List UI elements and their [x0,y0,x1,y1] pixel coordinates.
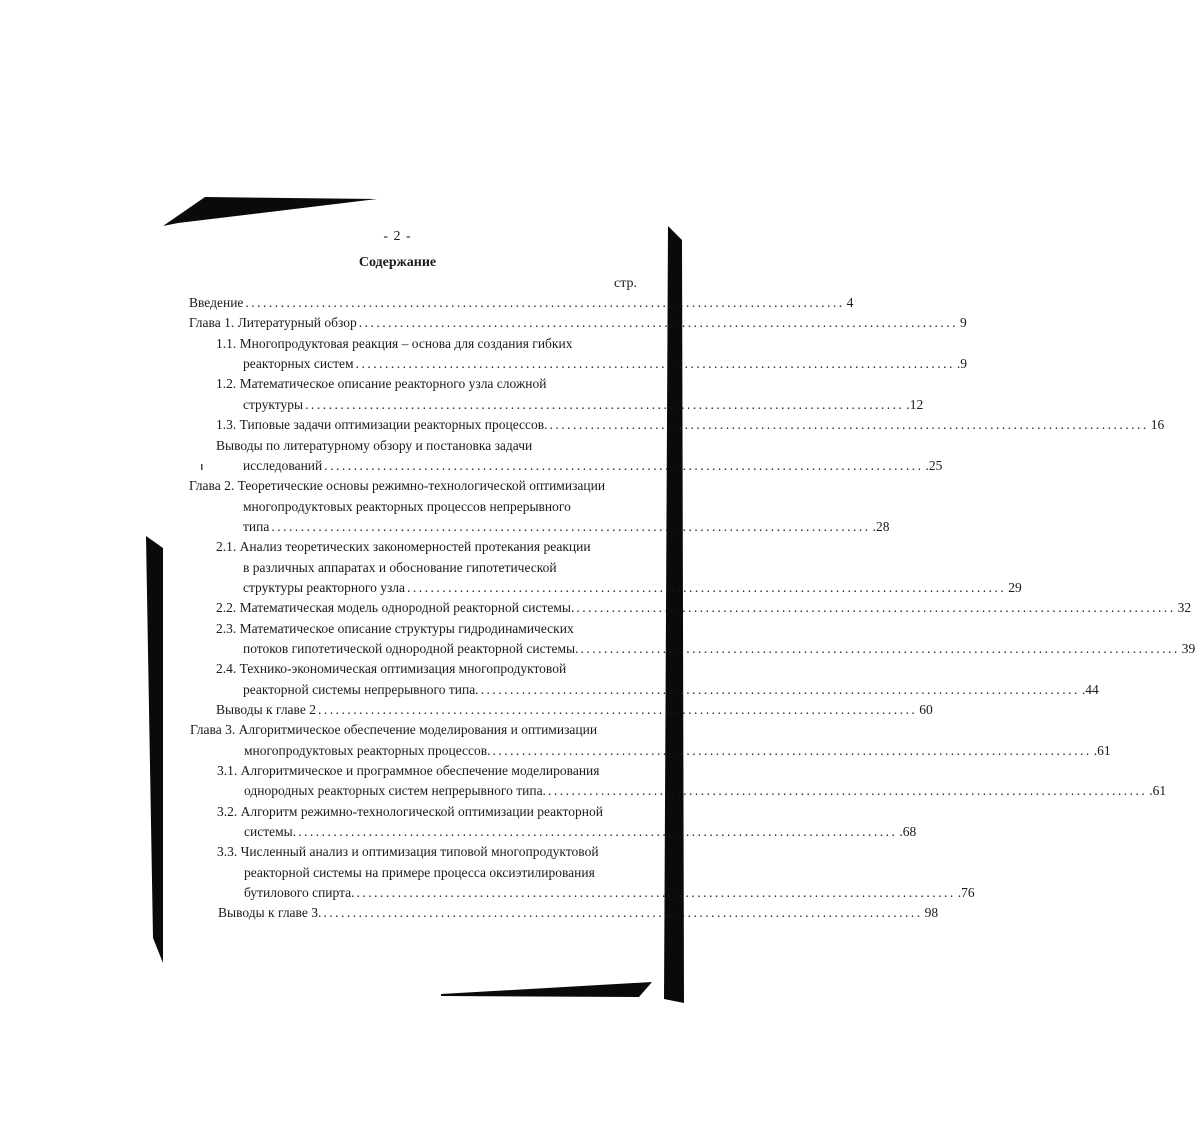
toc-entry-conclusions-3[interactable]: Выводы к главе 3. ...................................................................................................... 98 [218,905,939,920]
toc-entry-page: .12 [906,397,924,412]
toc-entry-conclusions-1-line1[interactable]: Выводы по литературному обзору и постановка задачи [216,438,533,453]
toc-entry-chapter-3[interactable]: многопродуктовых реакторных процессов. ...................................................................................................... .61 [244,743,1111,758]
toc-entry-title: реакторных систем [243,356,354,371]
toc-entry-page: .25 [925,458,943,473]
toc-entry-title: потоков гипотетической однородной реакторной системы. [243,641,579,656]
toc-entry-title: структуры [243,397,304,412]
toc-entry-title: многопродуктовых реакторных процессов. [244,743,491,758]
toc-entry-title: исследований [243,458,323,473]
toc-entry-title: системы. [244,824,297,839]
toc-entry-2-1-line1[interactable]: 2.1. Анализ теоретических закономерностей протекания реакции [216,539,591,554]
toc-entry-title: типа [243,519,270,534]
toc-entry-3-1[interactable]: однородных реакторных систем непрерывного типа. ...................................................................................................... .61 [244,783,1167,798]
toc-entry-page: .28 [872,519,890,534]
toc-heading: Содержание [358,255,437,270]
toc-entry-3-3[interactable]: бутилового спирта. ...................................................................................................... .76 [244,885,975,900]
page-column-label: стр. [613,276,637,291]
toc-entry-page: .9 [956,356,967,371]
toc-entry-title: Выводы к главе 2 [216,702,316,717]
toc-entry-1-2[interactable]: структуры ...................................................................................................... .12 [243,397,924,412]
toc-entry-conclusions-2[interactable]: Выводы к главе 2 ...................................................................................................... 60 [216,702,933,717]
toc-entry-chapter-2-line1[interactable]: Глава 2. Теоретические основы режимно-технологической оптимизации [189,478,606,493]
toc-entry-1-1[interactable]: реакторных систем ...................................................................................................... .9 [243,356,967,371]
toc-entry-2-3-line1[interactable]: 2.3. Математическое описание структуры гидродинамических [216,621,574,636]
toc-entry-3-3-line2[interactable]: реакторной системы на примере процесса оксиэтилирования [244,865,595,880]
toc-entry-title: реакторной системы непрерывного типа. [243,682,479,697]
toc-entry-1-2-line1[interactable]: 1.2. Математическое описание реакторного узла сложной [216,376,547,391]
toc-entry-chapter-1[interactable]: Глава 1. Литературный обзор ...................................................................................................... 9 [189,315,967,330]
toc-entry-3-2[interactable]: системы. ...................................................................................................... .68 [244,824,917,839]
toc-entry-page: .61 [1093,743,1111,758]
toc-entry-page: 60 [919,702,933,717]
toc-entry-page: .44 [1081,682,1099,697]
toc-entry-page: 98 [924,905,939,920]
toc-entry-title: однородных реакторных систем непрерывного типа. [244,783,546,798]
toc-entry-2-1-line2[interactable]: в различных аппаратах и обоснование гипотетической [243,560,557,575]
toc-entry-intro[interactable]: Введение ...................................................................................................... 4 [189,295,854,310]
toc-entry-title: Глава 1. Литературный обзор [189,315,357,330]
toc-entry-1-1-line1[interactable]: 1.1. Многопродуктовая реакция – основа для создания гибких [216,336,573,351]
toc-entry-chapter-3-line1[interactable]: Глава 3. Алгоритмическое обеспечение моделирования и оптимизации [190,722,598,737]
toc-entry-3-1-line1[interactable]: 3.1. Алгоритмическое и программное обеспечение моделирования [217,763,600,778]
toc-entry-title: Введение [189,295,244,310]
toc-entry-conclusions-1[interactable]: исследований ...................................................................................................... .25 [243,458,943,473]
toc-entry-title: Выводы к главе 3. [218,905,322,920]
toc-entry-3-2-line1[interactable]: 3.2. Алгоритм режимно-технологической оптимизации реакторной [217,804,603,819]
toc-entry-title: структуры реакторного узла [243,580,406,595]
toc-entry-page: .68 [899,824,917,839]
toc-entry-3-3-line1[interactable]: 3.3. Численный анализ и оптимизация типовой многопродуктовой [217,844,599,859]
toc-entry-2-2[interactable]: 2.2. Математическая модель однородной реакторной системы. ...................................................................................................... 32 [216,600,1192,615]
toc-entry-title: 1.3. Типовые задачи оптимизации реакторных процессов. [216,417,548,432]
toc-entry-page: .61 [1149,783,1167,798]
toc-entry-chapter-2-line2[interactable]: многопродуктовых реакторных процессов непрерывного [243,499,571,514]
toc-entry-title: 2.2. Математическая модель однородной реакторной системы. [216,600,575,615]
toc-entry-2-1[interactable]: структуры реакторного узла ...................................................................................................... 29 [243,580,1022,595]
toc-entry-page: 9 [960,315,967,330]
toc-entry-chapter-2[interactable]: типа ...................................................................................................... .28 [243,519,890,534]
toc-entry-2-4-line1[interactable]: 2.4. Технико-экономическая оптимизация многопродуктовой [216,661,567,676]
toc-entry-page: 16 [1150,417,1165,432]
toc-entry-page: 39 [1181,641,1195,656]
toc-entry-page: 29 [1008,580,1022,595]
toc-entry-page: .76 [957,885,975,900]
page-number: - 2 - [383,229,412,244]
toc-entry-page: 4 [846,295,854,310]
toc-entry-2-4[interactable]: реакторной системы непрерывного типа. ...................................................................................................... .44 [243,682,1099,697]
toc-entry-title: бутилового спирта. [244,885,355,900]
toc-entry-2-3[interactable]: потоков гипотетической однородной реакторной системы. ...................................................................................................... 39 [243,641,1195,656]
toc-entry-1-3[interactable]: 1.3. Типовые задачи оптимизации реакторных процессов. ...................................................................................................... 16 [216,417,1165,432]
toc-entry-page: 32 [1177,600,1192,615]
